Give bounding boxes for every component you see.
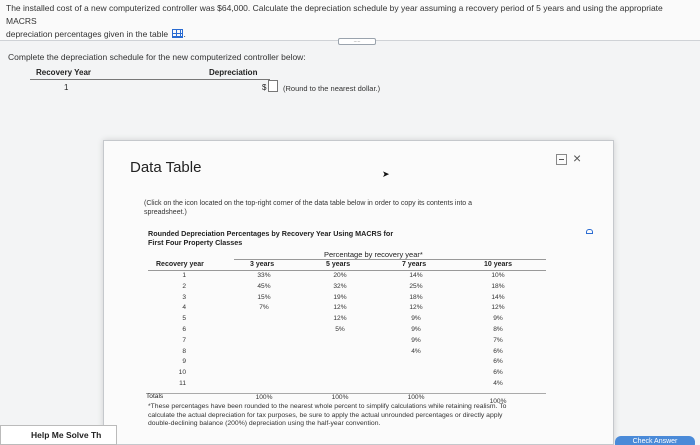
cell-10-years: 6% <box>493 347 503 355</box>
question-text: The installed cost of a new computerized controller was $64,000. Calculate the depreciation schedule by year assuming a recovery period of 5 years and using the appropriate MACRS depreciation percentages given in the table . <box>0 0 700 40</box>
cell-7-years: 12% <box>409 304 423 312</box>
total-3-years: 100% <box>255 394 273 401</box>
modal-title: Data Table <box>130 159 202 176</box>
cell-year: 6 <box>182 326 186 333</box>
cell-10-years: 6% <box>493 369 503 377</box>
depreciation-input[interactable] <box>268 80 278 92</box>
minimize-icon[interactable] <box>556 154 567 165</box>
cell-5-years: 12% <box>333 304 347 312</box>
cell-3-years: 45% <box>257 282 271 290</box>
cursor-icon: ➤ <box>382 169 390 179</box>
close-icon[interactable]: × <box>573 150 582 166</box>
cell-7-years: 9% <box>411 315 421 323</box>
total-5-years: 100% <box>331 394 349 401</box>
table-icon[interactable] <box>172 29 183 38</box>
cell-year: 2 <box>182 282 186 290</box>
cell-5-years: 19% <box>333 293 347 301</box>
cell-year: 5 <box>182 315 186 323</box>
cell-year: 3 <box>182 293 186 301</box>
header-rule <box>234 259 546 260</box>
cell-year: 7 <box>182 336 186 344</box>
cell-year: 1 <box>182 272 186 279</box>
col-header-recovery-year: Recovery year <box>156 261 204 268</box>
round-note: (Round to the nearest dollar.) <box>283 84 381 93</box>
question-line2: depreciation percentages given in the table <box>6 29 169 39</box>
cell-year: 10 <box>178 369 186 377</box>
header-rule <box>148 270 546 271</box>
table-title-line1: Rounded Depreciation Percentages by Recovery Year Using MACRS for <box>148 229 394 238</box>
recovery-year-header: Recovery Year <box>36 68 92 77</box>
question-line1: The installed cost of a new computerized controller was $64,000. Calculate the depreciation schedule by year assuming a recovery period of 5 years and using the appropriate MACRS <box>6 3 663 26</box>
cell-10-years: 12% <box>491 304 505 312</box>
cell-3-years: 7% <box>259 304 269 312</box>
cell-10-years: 9% <box>493 315 503 323</box>
instruction-text: Complete the depreciation schedule for the new computerized controller below: <box>8 52 306 62</box>
cell-7-years: 4% <box>411 347 421 355</box>
cell-7-years: 9% <box>411 336 421 344</box>
cell-7-years: 9% <box>411 326 421 333</box>
cell-year: 8 <box>182 347 186 355</box>
cell-10-years: 8% <box>493 326 503 333</box>
cell-5-years: 20% <box>333 272 347 279</box>
cell-5-years: 32% <box>333 282 347 290</box>
cell-3-years: 33% <box>257 272 271 279</box>
cell-10-years: 4% <box>493 380 503 387</box>
cell-7-years: 14% <box>409 272 423 279</box>
percentage-header: Percentage by recovery year* <box>324 250 423 259</box>
data-table-modal <box>103 140 614 445</box>
total-7-years: 100% <box>407 394 425 401</box>
cell-10-years: 6% <box>493 358 503 366</box>
cell-3-years: 15% <box>257 293 271 301</box>
dollar-sign: $ <box>262 83 267 92</box>
table-title <box>148 229 393 247</box>
table-title-line2: First Four Property Classes <box>148 238 243 247</box>
cell-10-years: 10% <box>491 272 505 279</box>
cell-5-years: 5% <box>335 326 345 333</box>
col-header-10-years: 10 years <box>484 261 513 268</box>
total-10-years: 100% <box>489 398 507 405</box>
copy-icon[interactable] <box>586 229 593 234</box>
totals-label: Totals <box>146 393 164 400</box>
help-me-solve-button[interactable]: Help Me Solve Th <box>0 425 117 445</box>
cell-10-years: 14% <box>491 293 505 301</box>
table-footnote: *These percentages have been rounded to the nearest whole percent to simplify calculations while retaining realism. To calculate the actual depreciation for tax purposes, be sure to apply the actual unrounded percentages or directly apply double-declining balance (200%) depreciation using the half-year convention. <box>148 403 507 427</box>
cell-year: 9 <box>182 358 186 366</box>
header-rule <box>30 79 270 80</box>
cell-year: 4 <box>182 304 186 312</box>
col-header-5-years: 5 years <box>326 261 351 268</box>
depreciation-header: Depreciation <box>209 68 258 77</box>
cell-10-years: 7% <box>493 336 503 344</box>
col-header-7-years: 7 years <box>402 261 427 268</box>
copy-instruction: (Click on the icon located on the top-right corner of the data table below in order to copy its contents into a spreadsheet.) <box>144 200 473 216</box>
recovery-year-value: 1 <box>64 83 69 92</box>
cell-5-years: 12% <box>333 315 347 323</box>
more-button[interactable]: ..... <box>338 38 376 45</box>
cell-10-years: 18% <box>491 282 505 290</box>
cell-7-years: 25% <box>409 282 423 290</box>
col-header-3-years: 3 years <box>250 261 275 268</box>
check-answer-button[interactable]: Check Answer <box>615 436 695 445</box>
cell-year: 11 <box>179 380 186 387</box>
cell-7-years: 18% <box>409 293 423 301</box>
